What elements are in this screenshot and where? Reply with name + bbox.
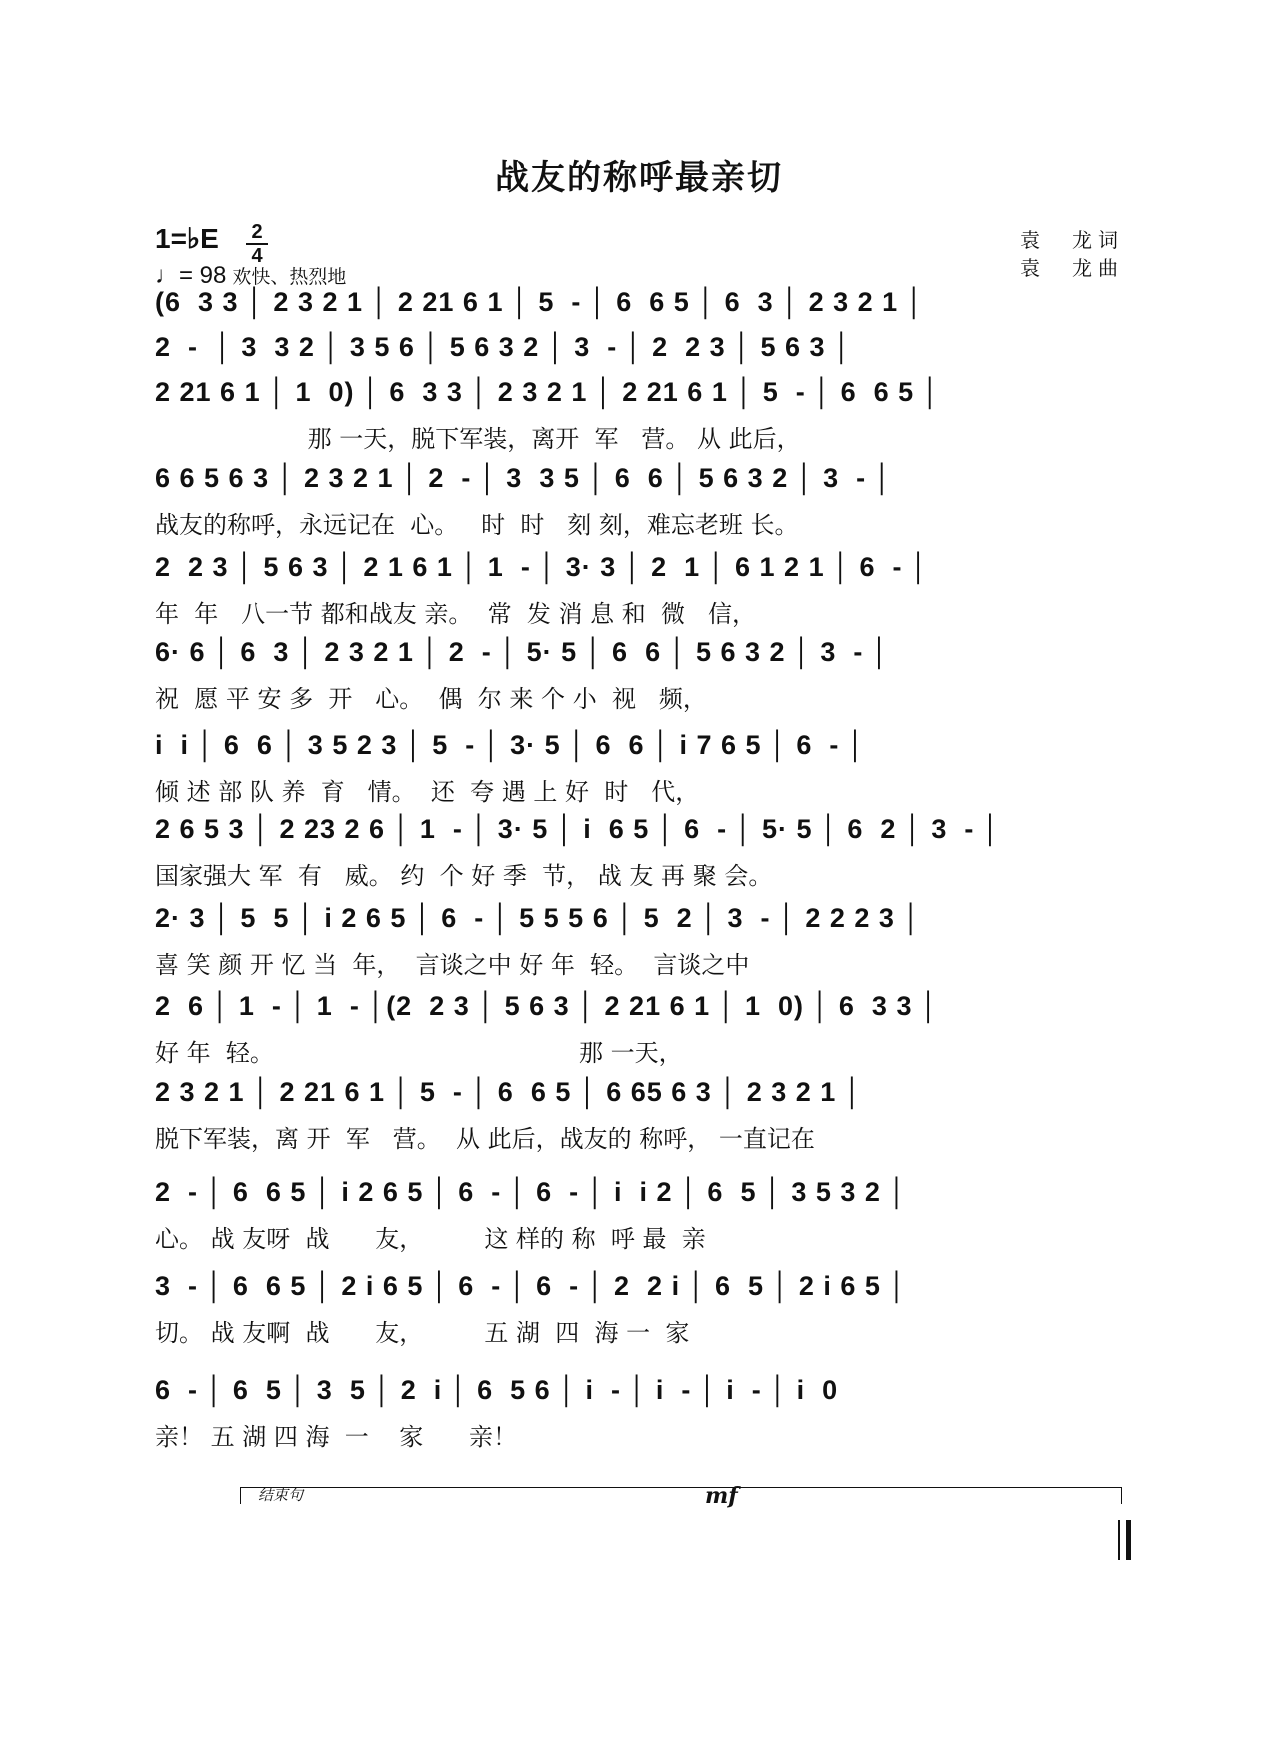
notation-line: 2· 3 │ 5 5 │ i 2 6 5 │ 6 - │ 5 5 5 6 │ 5 2 │ 3 - │ 2 2 2 3 │ bbox=[155, 903, 922, 933]
dynamic-mark: mf bbox=[705, 1483, 738, 1509]
lyricist: 袁 龙词 bbox=[1020, 228, 1124, 252]
lyric-line: 国家强大 军 有 威。 约 个 好 季 节， 战 友 再 聚 会。 bbox=[155, 862, 773, 890]
composer: 袁 龙曲 bbox=[1020, 256, 1124, 280]
notation-line: 2 3 2 1 │ 2 21 6 1 │ 5 - │ 6 6 5 │ 6 65 6 3 │ 2 3 2 1 │ bbox=[155, 1077, 863, 1107]
notation-line: 6 - │ 6 5 │ 3 5 │ 2 i │ 6 5 6 │ i - │ i - │ i - │ i 0 bbox=[155, 1375, 839, 1405]
ending-bracket bbox=[240, 1487, 1122, 1504]
notation-line: 6· 6 │ 6 3 │ 2 3 2 1 │ 2 - │ 5· 5 │ 6 6 │ 5 6 3 2 │ 3 - │ bbox=[155, 637, 890, 667]
lyric-line: 脱下军装，离 开 军 营。 从 此后，战友的 称呼， 一直记在 bbox=[155, 1125, 815, 1153]
time-signature bbox=[246, 222, 268, 266]
notation-line: 2 21 6 1 │ 1 0) │ 6 3 3 │ 2 3 2 1 │ 2 21 6 1 │ 5 - │ 6 6 5 │ bbox=[155, 377, 941, 407]
mood-marking: 欢快、热烈地 bbox=[232, 267, 347, 288]
final-barline bbox=[1118, 1520, 1131, 1560]
lyric-line: 亲！ 五 湖 四 海 一 家 亲！ bbox=[155, 1423, 518, 1451]
song-title: 战友的称呼最亲切 bbox=[495, 158, 783, 198]
lyric-line: 那 一天，脱下军装，离开 军 营。 从 此后， bbox=[155, 425, 801, 453]
ending-label: 结束句 bbox=[258, 1487, 304, 1504]
time-sig-bottom: 4 bbox=[251, 245, 263, 267]
time-sig-top: 2 bbox=[251, 221, 263, 243]
notation-line: (6 3 3 │ 2 3 2 1 │ 2 21 6 1 │ 5 - │ 6 6 5 │ 6 3 │ 2 3 2 1 │ bbox=[155, 287, 925, 317]
notation-line: 6 6 5 6 3 │ 2 3 2 1 │ 2 - │ 3 3 5 │ 6 6 │ 5 6 3 2 │ 3 - │ bbox=[155, 463, 893, 493]
notation-line: 2 - │ 6 6 5 │ i 2 6 5 │ 6 - │ 6 - │ i i 2 │ 6 5 │ 3 5 3 2 │ bbox=[155, 1177, 908, 1207]
lyric-line: 心。 战 友呀 战 友， 这 样的 称 呼 最 亲 bbox=[155, 1225, 706, 1253]
lyric-line: 切。 战 友啊 战 友， 五 湖 四 海 一 家 bbox=[155, 1319, 690, 1347]
key-signature: 1=♭E bbox=[155, 223, 219, 254]
credits bbox=[1020, 226, 1124, 282]
notation-line: 2 - │ 3 3 2 │ 3 5 6 │ 5 6 3 2 │ 3 - │ 2 2 3 │ 5 6 3 │ bbox=[155, 332, 852, 362]
tempo-value: ♩= 98 bbox=[155, 262, 227, 289]
notation-line: 2 6 │ 1 - │ 1 - │(2 2 3 │ 5 6 3 │ 2 21 6 1 │ 1 0) │ 6 3 3 │ bbox=[155, 991, 939, 1021]
notation-line: 2 2 3 │ 5 6 3 │ 2 1 6 1 │ 1 - │ 3· 3 │ 2 1 │ 6 1 2 1 │ 6 - │ bbox=[155, 552, 929, 582]
lyric-line: 战友的称呼，永远记在 心。 时 时 刻 刻，难忘老班 长。 bbox=[155, 511, 799, 539]
lyric-line: 年 年 八一节 都和战友 亲。 常 发 消 息 和 微 信， bbox=[155, 600, 756, 628]
lyric-line: 好 年 轻。 那 一天， bbox=[155, 1039, 683, 1067]
notation-line: 2 6 5 3 │ 2 23 2 6 │ 1 - │ 3· 5 │ i 6 5 │ 6 - │ 5· 5 │ 6 2 │ 3 - │ bbox=[155, 814, 1001, 844]
notation-line: 3 - │ 6 6 5 │ 2 i 6 5 │ 6 - │ 6 - │ 2 2 i │ 6 5 │ 2 i 6 5 │ bbox=[155, 1271, 908, 1301]
notation-line: i i │ 6 6 │ 3 5 2 3 │ 5 - │ 3· 5 │ 6 6 │ i 7 6 5 │ 6 - │ bbox=[155, 730, 866, 760]
lyric-line: 喜 笑 颜 开 忆 当 年， 言谈之中 好 年 轻。 言谈之中 bbox=[155, 951, 750, 979]
lyric-line: 倾 述 部 队 养 育 情。 还 夸 遇 上 好 时 代， bbox=[155, 778, 700, 806]
lyric-line: 祝 愿 平 安 多 开 心。 偶 尔 来 个 小 视 频， bbox=[155, 685, 707, 713]
